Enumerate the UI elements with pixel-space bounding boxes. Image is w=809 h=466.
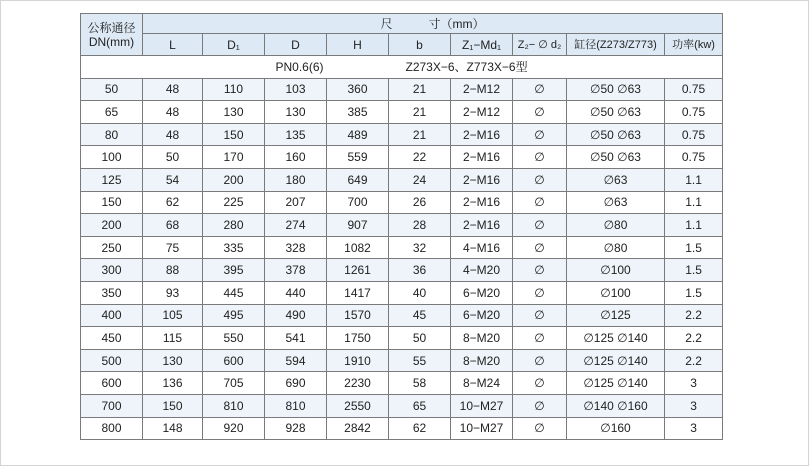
table-cell: 2−M16 [451, 146, 513, 169]
table-cell: 928 [265, 417, 327, 440]
table-cell: 250 [81, 236, 143, 259]
table-cell: 1570 [327, 304, 389, 327]
table-cell: ∅ [513, 78, 567, 101]
table-cell: 0.75 [665, 101, 723, 124]
table-cell: 68 [143, 214, 203, 237]
table-cell: 50 [389, 327, 451, 350]
table-cell: 48 [143, 123, 203, 146]
table-cell: 136 [143, 372, 203, 395]
table-cell: 700 [327, 191, 389, 214]
table-row [81, 327, 723, 350]
dn-label-unit: DN(mm) [88, 34, 135, 49]
table-row [81, 394, 723, 417]
table-cell: ∅125 ∅140 [567, 327, 665, 350]
table-cell: 88 [143, 259, 203, 282]
table-cell: 1261 [327, 259, 389, 282]
dn-label-cn: 公称通径 [87, 20, 136, 35]
table-cell: 130 [143, 349, 203, 372]
table-cell: ∅ [513, 146, 567, 169]
table-cell: 125 [81, 168, 143, 191]
table-cell: 50 [81, 78, 143, 101]
table-cell: 649 [327, 168, 389, 191]
table-row [81, 191, 723, 214]
table-cell: 100 [81, 146, 143, 169]
column-header: b [389, 34, 451, 56]
model-label: Z273X−6、Z773X−6型 [405, 59, 528, 74]
table-cell: 6−M20 [451, 281, 513, 304]
table-row [81, 349, 723, 372]
table-cell: 200 [81, 214, 143, 237]
table-cell: 907 [327, 214, 389, 237]
table-cell: 810 [265, 394, 327, 417]
table-cell: 700 [81, 394, 143, 417]
table-cell: ∅ [513, 281, 567, 304]
table-cell: 378 [265, 259, 327, 282]
table-cell: 600 [203, 349, 265, 372]
table-cell: 10−M27 [451, 394, 513, 417]
table-cell: 360 [327, 78, 389, 101]
table-cell: 400 [81, 304, 143, 327]
table-cell: 0.75 [665, 146, 723, 169]
table-cell: ∅ [513, 191, 567, 214]
table-cell: 130 [265, 101, 327, 124]
column-header: L [143, 34, 203, 56]
table-row [81, 259, 723, 282]
table-row [81, 101, 723, 124]
table-row [81, 123, 723, 146]
column-header: 功率(kw) [665, 34, 723, 56]
table-cell: 32 [389, 236, 451, 259]
table-cell: 2−M12 [451, 101, 513, 124]
table-cell: 1910 [327, 349, 389, 372]
table-cell: 810 [203, 394, 265, 417]
table-cell: 2.2 [665, 327, 723, 350]
table-cell: 50 [143, 146, 203, 169]
table-cell: 594 [265, 349, 327, 372]
table-cell: ∅140 ∅160 [567, 394, 665, 417]
table-row [81, 281, 723, 304]
table-row [81, 417, 723, 440]
table-cell: 3 [665, 417, 723, 440]
table-cell: 495 [203, 304, 265, 327]
table-cell: 75 [143, 236, 203, 259]
table-cell: 2−M16 [451, 214, 513, 237]
table-cell: 135 [265, 123, 327, 146]
table-cell: 150 [203, 123, 265, 146]
table-row [81, 304, 723, 327]
table-cell: 2−M16 [451, 191, 513, 214]
column-header: D [265, 34, 327, 56]
table-cell: 600 [81, 372, 143, 395]
table-row [81, 236, 723, 259]
table-cell: 800 [81, 417, 143, 440]
table-cell: 445 [203, 281, 265, 304]
table-cell: ∅100 [567, 281, 665, 304]
table-cell: 105 [143, 304, 203, 327]
table-cell: 148 [143, 417, 203, 440]
table-cell: 0.75 [665, 123, 723, 146]
table-cell: 62 [143, 191, 203, 214]
table-cell: 2−M16 [451, 123, 513, 146]
subheader-row [81, 56, 723, 79]
table-cell: 395 [203, 259, 265, 282]
table-cell: 350 [81, 281, 143, 304]
column-header: 缸径(Z273/Z773) [567, 34, 665, 56]
table-cell: 1.1 [665, 168, 723, 191]
table-cell: 2−M12 [451, 78, 513, 101]
table-cell: 1417 [327, 281, 389, 304]
table-cell: 1.1 [665, 191, 723, 214]
table-cell: ∅ [513, 123, 567, 146]
table-cell: 8−M24 [451, 372, 513, 395]
table-cell: 328 [265, 236, 327, 259]
table-cell: 274 [265, 214, 327, 237]
table-cell: ∅63 [567, 191, 665, 214]
column-header: Z₁−Md₁ [451, 34, 513, 56]
table-cell: 2.2 [665, 349, 723, 372]
table-cell: 2842 [327, 417, 389, 440]
table-cell: ∅ [513, 214, 567, 237]
table-cell: 300 [81, 259, 143, 282]
valve-dimension-table [80, 13, 723, 440]
table-cell: 180 [265, 168, 327, 191]
table-cell: 200 [203, 168, 265, 191]
table-cell: 1082 [327, 236, 389, 259]
table-cell: ∅ [513, 304, 567, 327]
table-cell: 48 [143, 78, 203, 101]
table-row [81, 146, 723, 169]
table-row [81, 168, 723, 191]
table-cell: 48 [143, 101, 203, 124]
table-cell: 1.5 [665, 281, 723, 304]
table-cell: 150 [143, 394, 203, 417]
size-title: 尺 寸（mm） [143, 14, 723, 34]
column-header: H [327, 34, 389, 56]
table-cell: 150 [81, 191, 143, 214]
table-cell: ∅ [513, 327, 567, 350]
table-cell: 160 [265, 146, 327, 169]
table-cell: 36 [389, 259, 451, 282]
table-cell: ∅125 [567, 304, 665, 327]
table-cell: 920 [203, 417, 265, 440]
table-row [81, 214, 723, 237]
table-cell: 62 [389, 417, 451, 440]
table-cell: 2230 [327, 372, 389, 395]
dn-header-cell [81, 14, 143, 56]
table-cell: 450 [81, 327, 143, 350]
table-cell: 8−M20 [451, 327, 513, 350]
table-cell: 22 [389, 146, 451, 169]
table-cell: 103 [265, 78, 327, 101]
table-cell: 80 [81, 123, 143, 146]
table-cell: ∅ [513, 417, 567, 440]
table-cell: 1.5 [665, 236, 723, 259]
column-header: D₁ [203, 34, 265, 56]
table-cell: 65 [389, 394, 451, 417]
table-cell: ∅ [513, 394, 567, 417]
table-cell: 55 [389, 349, 451, 372]
table-cell: ∅63 [567, 168, 665, 191]
subheader-cell [81, 56, 723, 79]
table-cell: ∅125 ∅140 [567, 349, 665, 372]
table-cell: ∅50 ∅63 [567, 78, 665, 101]
table-cell: 1.1 [665, 214, 723, 237]
header-row-1 [81, 14, 723, 34]
table-cell: 21 [389, 123, 451, 146]
table-cell: 690 [265, 372, 327, 395]
table-cell: 335 [203, 236, 265, 259]
table-cell: 225 [203, 191, 265, 214]
table-cell: 65 [81, 101, 143, 124]
table-cell: ∅80 [567, 214, 665, 237]
table-cell: 705 [203, 372, 265, 395]
table-cell: 490 [265, 304, 327, 327]
table-cell: 3 [665, 394, 723, 417]
table-cell: 4−M20 [451, 259, 513, 282]
table-cell: ∅50 ∅63 [567, 101, 665, 124]
table-cell: ∅100 [567, 259, 665, 282]
table-cell: 130 [203, 101, 265, 124]
table-cell: 93 [143, 281, 203, 304]
table-cell: 115 [143, 327, 203, 350]
table-cell: ∅ [513, 168, 567, 191]
table-cell: 8−M20 [451, 349, 513, 372]
table-cell: 489 [327, 123, 389, 146]
table-row [81, 78, 723, 101]
table-cell: ∅50 ∅63 [567, 146, 665, 169]
table-cell: 385 [327, 101, 389, 124]
table-cell: 21 [389, 101, 451, 124]
table-cell: ∅ [513, 372, 567, 395]
table-cell: 10−M27 [451, 417, 513, 440]
table-cell: 500 [81, 349, 143, 372]
table-cell: ∅160 [567, 417, 665, 440]
table-cell: 2550 [327, 394, 389, 417]
table-cell: ∅80 [567, 236, 665, 259]
table-cell: 2−M16 [451, 168, 513, 191]
table-cell: 550 [203, 327, 265, 350]
table-cell: 40 [389, 281, 451, 304]
table-cell: 54 [143, 168, 203, 191]
table-cell: 2.2 [665, 304, 723, 327]
table-cell: 26 [389, 191, 451, 214]
table-cell: ∅ [513, 236, 567, 259]
table-cell: ∅ [513, 259, 567, 282]
table-cell: ∅50 ∅63 [567, 123, 665, 146]
table-cell: 280 [203, 214, 265, 237]
table-cell: ∅125 ∅140 [567, 372, 665, 395]
pressure-rating: PN0.6(6) [275, 59, 324, 74]
table-cell: 4−M16 [451, 236, 513, 259]
table-cell: ∅ [513, 101, 567, 124]
table-cell: 110 [203, 78, 265, 101]
table-cell: 3 [665, 372, 723, 395]
table-cell: 541 [265, 327, 327, 350]
table-cell: 559 [327, 146, 389, 169]
table-cell: 58 [389, 372, 451, 395]
table-cell: 170 [203, 146, 265, 169]
table-row [81, 372, 723, 395]
table-cell: 207 [265, 191, 327, 214]
table-cell: 1750 [327, 327, 389, 350]
table-cell: 28 [389, 214, 451, 237]
table-cell: 6−M20 [451, 304, 513, 327]
column-header: Z₂− ∅ d₂ [513, 34, 567, 56]
table-cell: 440 [265, 281, 327, 304]
table-cell: 24 [389, 168, 451, 191]
table-cell: 0.75 [665, 78, 723, 101]
table-cell: 1.5 [665, 259, 723, 282]
table-cell: 21 [389, 78, 451, 101]
table-cell: ∅ [513, 349, 567, 372]
table-cell: 45 [389, 304, 451, 327]
header-row-2 [81, 34, 723, 56]
